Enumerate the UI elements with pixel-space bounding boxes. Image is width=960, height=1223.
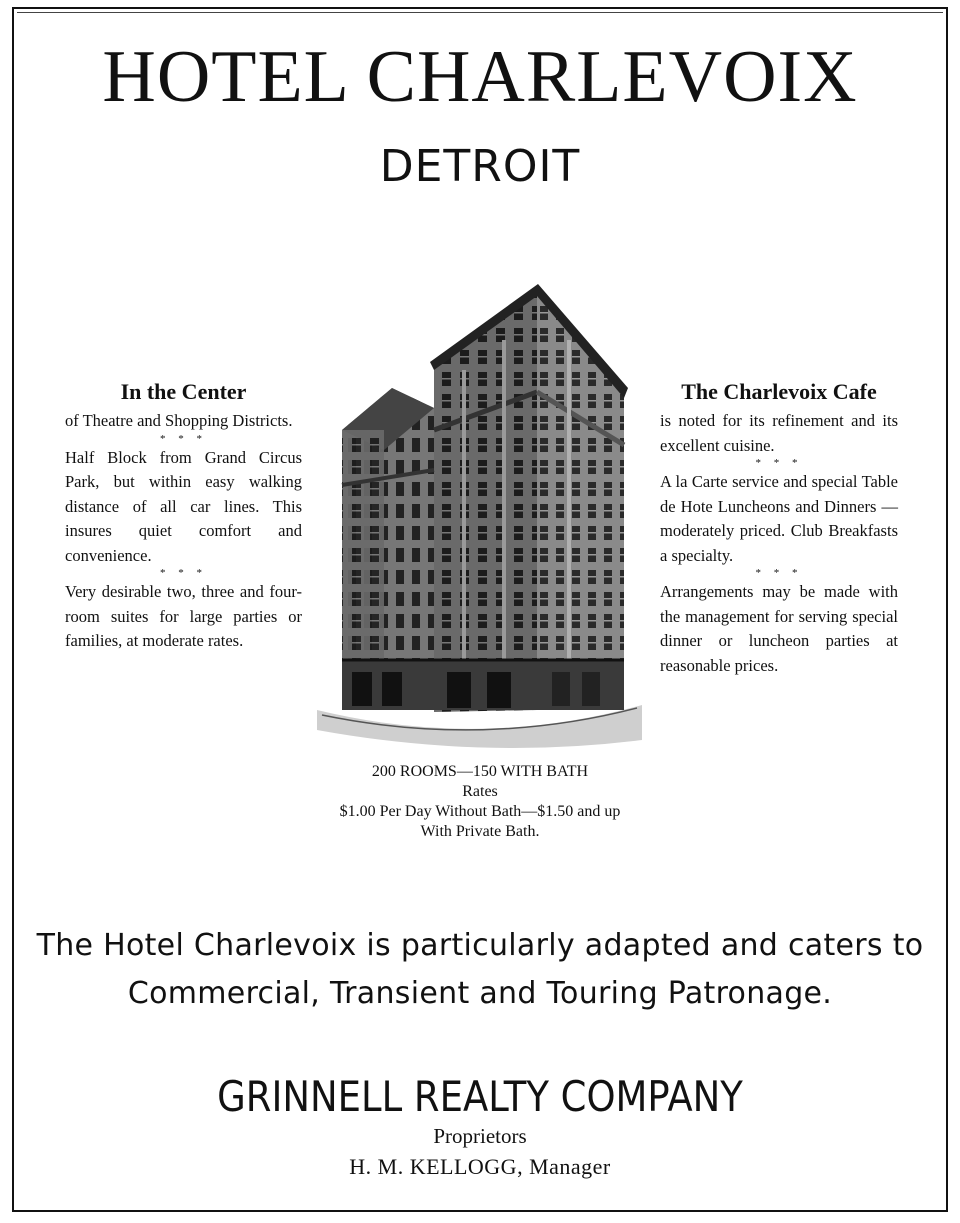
right-heading: The Charlevoix Cafe xyxy=(681,379,877,404)
hotel-building-illustration xyxy=(312,280,647,760)
separator-stars: * * * xyxy=(755,567,803,579)
rates-line: With Private Bath. xyxy=(420,823,540,840)
rates-label: Rates xyxy=(462,783,498,800)
rooms-and-rates xyxy=(0,762,960,842)
left-heading: In the Center xyxy=(120,379,247,404)
separator-stars: * * * xyxy=(755,457,803,469)
right-column xyxy=(660,377,898,678)
right-paragraph: Arrangements may be made with the management for serving special dinner or luncheon parties at reasonable prices. xyxy=(660,582,898,675)
city-subtitle: DETROIT xyxy=(379,141,581,192)
tagline-line: Commercial, Transient and Touring Patronage. xyxy=(127,976,833,1011)
company-name: GRINNELL REALTY COMPANY xyxy=(217,1072,743,1121)
separator-stars: * * * xyxy=(160,432,207,445)
left-column xyxy=(65,377,302,654)
hotel-title: HOTEL CHARLEVOIX xyxy=(102,36,858,118)
proprietors-label: Proprietors xyxy=(433,1124,527,1148)
left-paragraph: Very desirable two, three and four-room suites for large parties or families, at moderate rates. xyxy=(65,582,302,650)
rooms-count: 200 ROOMS—150 WITH BATH xyxy=(371,763,589,780)
left-paragraph: Half Block from Grand Circus Park, but within easy walking distance of all car lines. This insures quiet comfort and convenience. xyxy=(65,447,302,565)
tagline xyxy=(0,922,960,1018)
rates-line: $1.00 Per Day Without Bath—$1.50 and up xyxy=(339,803,621,820)
separator-stars: * * * xyxy=(160,567,207,579)
manager-name: H. M. KELLOGG, Manager xyxy=(349,1154,611,1179)
right-paragraph: A la Carte service and special Table de Hote Luncheons and Dinners — moderately priced. Club Breakfasts a specialty. xyxy=(660,472,898,565)
right-paragraph: is noted for its refinement and its excellent cuisine. xyxy=(660,411,898,455)
tagline-line: The Hotel Charlevoix is particularly adapted and caters to xyxy=(36,928,924,963)
left-paragraph: of Theatre and Shopping Districts. xyxy=(65,411,293,430)
